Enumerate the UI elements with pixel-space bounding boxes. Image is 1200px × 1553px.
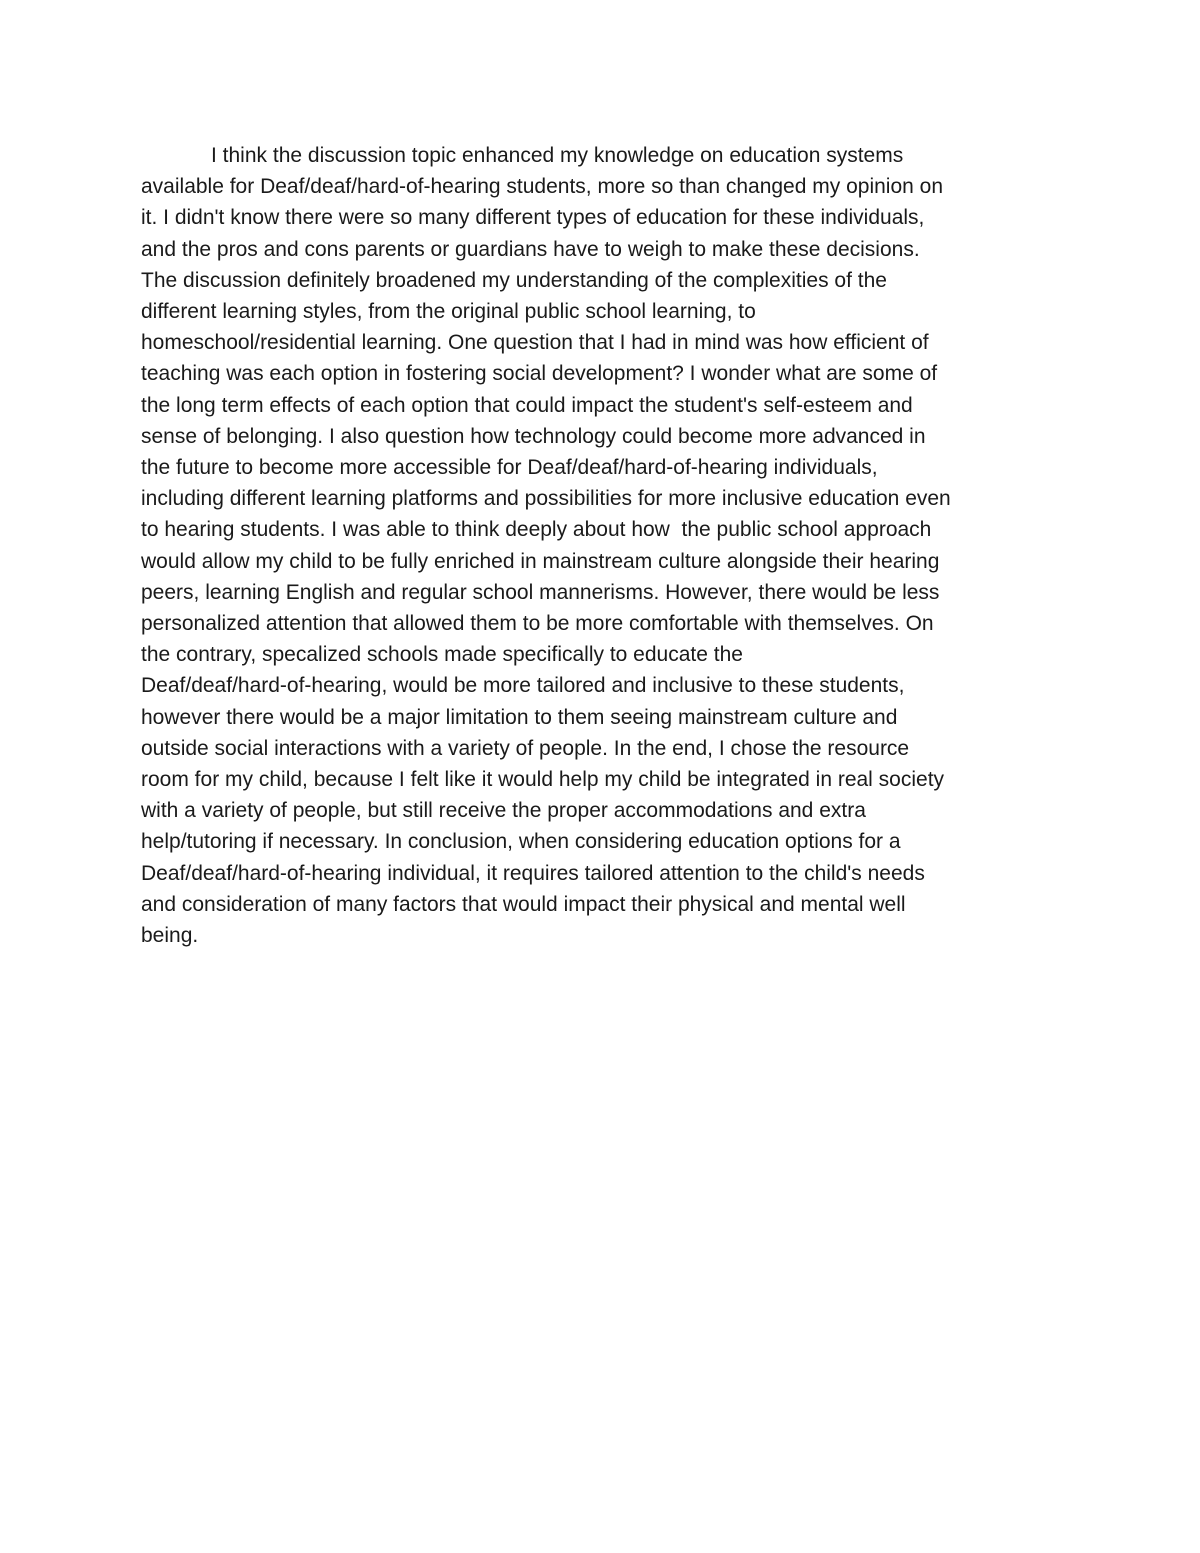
- paragraph-line: The discussion definitely broadened my understanding of the complexities of the: [141, 268, 887, 292]
- paragraph-line: the future to become more accessible for Deaf/deaf/hard-of-hearing individuals,: [141, 456, 878, 480]
- paragraph-line: Deaf/deaf/hard-of-hearing individual, it requires tailored attention to the child's needs: [141, 861, 925, 885]
- paragraph-line: Deaf/deaf/hard-of-hearing, would be more tailored and inclusive to these students,: [141, 674, 905, 698]
- paragraph-line: peers, learning English and regular school mannerisms. However, there would be less: [141, 580, 940, 604]
- paragraph-line: outside social interactions with a variety of people. In the end, I chose the resource: [141, 736, 910, 760]
- paragraph-line: available for Deaf/deaf/hard-of-hearing students, more so than changed my opinion on: [141, 175, 943, 199]
- paragraph-line: the long term effects of each option that could impact the student's self-esteem and: [141, 393, 913, 417]
- paragraph-line: with a variety of people, but still receive the proper accommodations and extra: [141, 799, 866, 823]
- paragraph-line: to hearing students. I was able to think deeply about how the public school approach: [141, 518, 932, 542]
- paragraph-line: including different learning platforms and possibilities for more inclusive education even: [141, 487, 951, 511]
- paragraph-line: homeschool/residential learning. One question that I had in mind was how efficient of: [141, 331, 929, 355]
- reflection-paragraph: [141, 140, 1061, 951]
- paragraph-line: help/tutoring if necessary. In conclusion, when considering education options for a: [141, 830, 901, 854]
- paragraph-line: it. I didn't know there were so many different types of education for these individuals,: [141, 206, 925, 230]
- paragraph-line: being.: [141, 924, 199, 948]
- paragraph-line: however there would be a major limitation to them seeing mainstream culture and: [141, 705, 898, 729]
- paragraph-line: I think the discussion topic enhanced my knowledge on education systems: [211, 144, 904, 167]
- paragraph-line: teaching was each option in fostering social development? I wonder what are some of: [141, 362, 938, 386]
- paragraph-line: different learning styles, from the original public school learning, to: [141, 300, 756, 324]
- paragraph-line: would allow my child to be fully enriched in mainstream culture alongside their hearing: [141, 549, 940, 573]
- paragraph-line: personalized attention that allowed them to be more comfortable with themselves. On: [141, 612, 934, 636]
- paragraph-line: sense of belonging. I also question how technology could become more advanced in: [141, 424, 926, 448]
- paragraph-line: the contrary, specalized schools made specifically to educate the: [141, 643, 743, 667]
- paragraph-line: room for my child, because I felt like it would help my child be integrated in real society: [141, 768, 945, 792]
- paragraph-line: and consideration of many factors that would impact their physical and mental well: [141, 892, 906, 916]
- paragraph-line: and the pros and cons parents or guardians have to weigh to make these decisions.: [141, 237, 920, 261]
